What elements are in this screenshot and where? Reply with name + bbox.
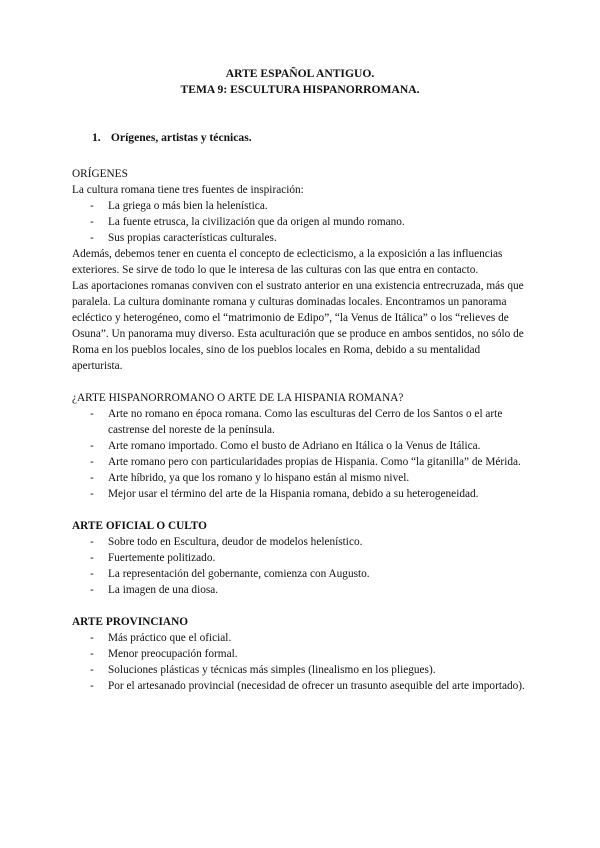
list-item: - Fuertemente politizado.	[72, 550, 528, 566]
section-number: 1.	[92, 131, 101, 144]
list-item: - Sus propias características culturales.	[72, 230, 528, 246]
hispania-list	[72, 406, 528, 502]
list-item: - Menor preocupación formal.	[72, 646, 528, 662]
origenes-intro: La cultura romana tiene tres fuentes de inspiración:	[72, 184, 304, 196]
list-item: - Arte híbrido, ya que los romano y lo hispano están al mismo nivel.	[72, 470, 528, 486]
origenes-list	[72, 198, 528, 246]
list-item: - La representación del gobernante, comienza con Augusto.	[72, 566, 528, 582]
origenes-heading: ORÍGENES	[72, 168, 128, 180]
list-item: - Arte romano importado. Como el busto de Adriano en Itálica o la Venus de Itálica.	[72, 438, 528, 454]
document-title: ARTE ESPAÑOL ANTIGUO.	[225, 67, 375, 80]
section-heading	[72, 130, 528, 146]
origenes-paragraph: Las aportaciones romanas conviven con el sustrato anterior en una existencia entrecruzada, más que paralela. La cultura dominante romana y culturas dominadas locales. Encontramos un panorama ecléctico y heterogéneo, como el “matrimonio de Edipo”, “la Venus de Itálica” o los “relieves de Osuna”. Un panorama muy diverso. Esta aculturación que se produce en ambos sentidos, no sólo de Roma en los pueblos locales, sino de los pueblos locales en Roma, debido a su mentalidad aperturista.	[72, 280, 524, 372]
list-item: - Mejor usar el término del arte de la Hispania romana, debido a su heterogeneidad.	[72, 486, 528, 502]
list-item: - Por el artesanado provincial (necesidad de ofrecer un trasunto asequible del arte importado).	[72, 678, 528, 694]
section-heading-text: Orígenes, artistas y técnicas.	[110, 131, 252, 144]
list-item: - Arte romano pero con particularidades propias de Hispania. Como “la gitanilla” de Mérida.	[72, 454, 528, 470]
list-item: - Sobre todo en Escultura, deudor de modelos helenístico.	[72, 534, 528, 550]
hispania-heading: ¿ARTE HISPANORROMANO O ARTE DE LA HISPANIA ROMANA?	[72, 392, 404, 404]
list-item: - Arte no romano en época romana. Como las esculturas del Cerro de los Santos o el arte castrense del noreste de la península.	[72, 406, 528, 438]
list-item: - Soluciones plásticas y técnicas más simples (linealismo en los pliegues).	[72, 662, 528, 678]
oficial-list	[72, 534, 528, 598]
document-subtitle: TEMA 9: ESCULTURA HISPANORROMANA.	[180, 83, 420, 96]
provinciano-heading: ARTE PROVINCIANO	[72, 616, 189, 628]
oficial-heading: ARTE OFICIAL O CULTO	[72, 520, 207, 532]
list-item: - La griega o más bien la helenística.	[72, 198, 528, 214]
document-page	[72, 66, 528, 694]
list-item: - La imagen de una diosa.	[72, 582, 528, 598]
list-item: - Más práctico que el oficial.	[72, 630, 528, 646]
origenes-paragraph: Además, debemos tener en cuenta el concepto de eclecticismo, a la exposición a las influencias exteriores. Se sirve de todo lo que le interesa de las culturas con las que entra en contacto.	[72, 248, 503, 276]
list-item: - La fuente etrusca, la civilización que da origen al mundo romano.	[72, 214, 528, 230]
provinciano-list	[72, 630, 528, 694]
